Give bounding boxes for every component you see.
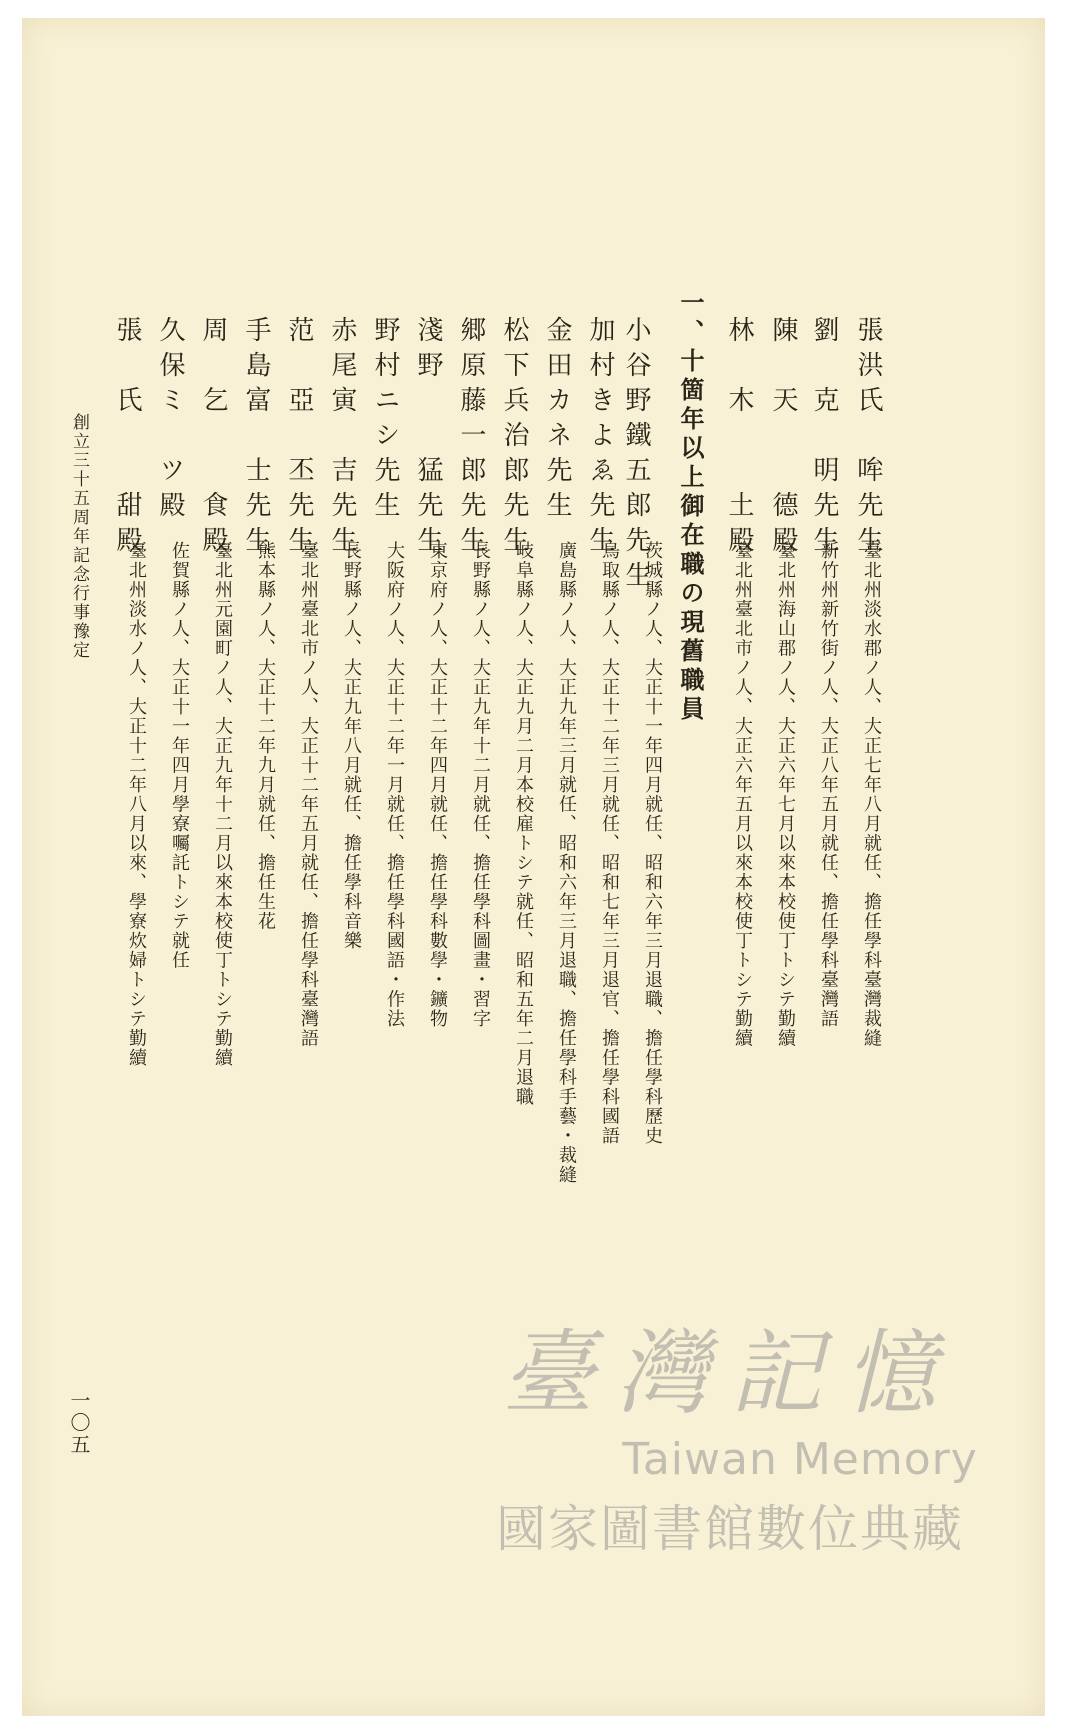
staff-detail-10: 東京府ノ人、大正十二年四月就任、擔任學科數學・鑛物 xyxy=(427,541,448,1029)
watermark-chinese: 國家圖書館數位典藏 xyxy=(496,1500,964,1558)
staff-name-11: 野村ニシ先生 xyxy=(370,316,400,526)
staff-name-4: 林 木 土殿 xyxy=(724,316,754,561)
staff-name-12: 赤尾寅 吉先生 xyxy=(327,316,357,561)
staff-name-13: 范 亞 丕先生 xyxy=(284,316,314,561)
staff-name-6: 加村きよゑ先生 xyxy=(585,316,615,561)
staff-name-14: 手島富 士先生 xyxy=(241,316,271,561)
staff-detail-11: 大阪府ノ人、大正十二年一月就任、擔任學科國語・作法 xyxy=(384,541,405,1029)
watermark-calligraphy: 臺灣記憶 xyxy=(501,1320,958,1427)
footer-title: 創立三十五周年記念行事豫定 xyxy=(69,413,89,660)
staff-name-5: 小谷野鐵五郎先生 xyxy=(621,316,651,596)
section-heading: 一、十箇年以上御在職の現舊職員 xyxy=(676,290,705,725)
staff-name-3: 陳 天 德殿 xyxy=(768,316,798,561)
staff-detail-3: 臺北州海山郡ノ人、大正六年七月以來本校使丁トシテ勤續 xyxy=(775,541,796,1048)
staff-detail-6: 鳥取縣ノ人、大正十二年三月就任、昭和七年三月退官、擔任學科國語 xyxy=(599,541,620,1146)
staff-name-7: 金田カネ先生 xyxy=(542,316,572,526)
staff-detail-7: 廣島縣ノ人、大正九年三月就任、昭和六年三月退職、擔任學科手藝・裁縫 xyxy=(556,541,577,1185)
staff-name-2: 劉 克 明先生 xyxy=(809,316,839,561)
staff-detail-9: 長野縣ノ人、大正九年十二月就任、擔任學科圖畫・習字 xyxy=(470,541,491,1029)
staff-detail-17: 臺北州淡水ノ人、大正十二年八月以來、學寮炊婦トシテ勤續 xyxy=(126,541,147,1068)
staff-name-9: 郷原藤一郎先生 xyxy=(456,316,486,561)
staff-name-15: 周 乞 食殿 xyxy=(198,316,228,561)
staff-name-10: 淺野 猛先生 xyxy=(413,316,443,561)
staff-detail-12: 長野縣ノ人、大正九年八月就任、擔任學科音樂 xyxy=(341,541,362,951)
staff-detail-4: 臺北州臺北市ノ人、大正六年五月以來本校使丁トシテ勤續 xyxy=(732,541,753,1048)
staff-detail-13: 臺北州臺北市ノ人、大正十二年五月就任、擔任學科臺灣語 xyxy=(298,541,319,1048)
staff-detail-2: 新竹州新竹街ノ人、大正八年五月就任、擔任學科臺灣語 xyxy=(818,541,839,1029)
staff-detail-15: 臺北州元園町ノ人、大正九年十二月以來本校使丁トシテ勤續 xyxy=(212,541,233,1068)
staff-detail-16: 佐賀縣ノ人、大正十一年四月學寮囑託トシテ就任 xyxy=(169,541,190,970)
staff-name-16: 久保ミ ツ殿 xyxy=(155,316,185,526)
staff-detail-1: 臺北州淡水郡ノ人、大正七年八月就任、擔任學科臺灣裁縫 xyxy=(861,541,882,1048)
staff-detail-5: 茨城縣ノ人、大正十一年四月就任、昭和六年三月退職、擔任學科歷史 xyxy=(642,541,663,1146)
page-number: 一〇五 xyxy=(67,1390,91,1456)
watermark-english: Taiwan Memory xyxy=(622,1434,978,1485)
watermark xyxy=(440,1300,1020,1561)
staff-name-8: 松下兵治郎先生 xyxy=(499,316,529,561)
staff-detail-14: 熊本縣ノ人、大正十二年九月就任、擔任生花 xyxy=(255,541,276,931)
staff-name-17: 張 氏 甜殿 xyxy=(112,316,142,561)
staff-detail-8: 岐阜縣ノ人、大正九月二月本校雇トシテ就任、昭和五年二月退職 xyxy=(513,541,534,1107)
staff-name-1: 張洪氏 哞先生 xyxy=(853,316,883,561)
